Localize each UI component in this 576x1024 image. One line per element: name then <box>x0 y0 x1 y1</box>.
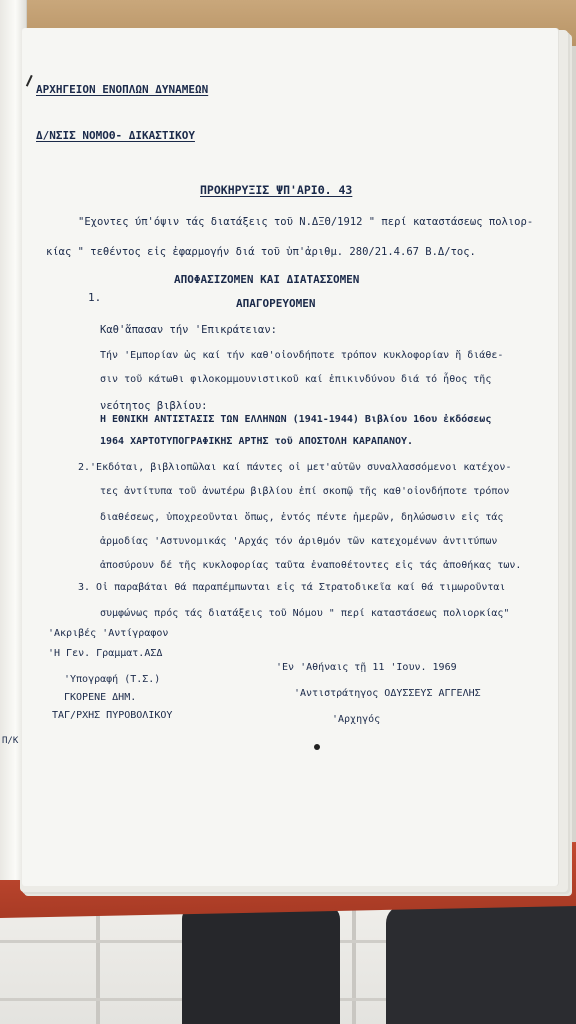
decision-heading: ΑΠΟΦΑΣΙΖΟΜΕΝ ΚΑΙ ΔΙΑΤΑΣΣΟΜΕΝ <box>174 273 360 286</box>
section-heading: ΑΠΑΓΟΡΕΥΟΜΕΝ <box>236 297 316 310</box>
certifier-rank: ΤΑΓ/ΡΧΗΣ ΠΥΡΟΒΟΛΙΚΟΥ <box>52 710 173 721</box>
signatory-name: 'Αντιστράτηγος ΟΔΥΣΣΕΥΣ ΑΓΓΕΛΗΣ <box>294 688 481 699</box>
signature-seal: 'Υπογραφή (Τ.Σ.) <box>64 674 161 685</box>
section2-line: ἁρμοδίας 'Αστυνομικάς 'Αρχάς τόν ἀριθμόν τῶν κατεχομένων ἀντιτύπων <box>100 536 498 547</box>
certified-copy: 'Ακριβές 'Αντίγραφον <box>48 628 169 639</box>
book-title-line: Η ΕΘΝΙΚΗ ΑΝΤΙΣΤΑΣΙΣ ΤΩΝ ΕΛΛΗΝΩΝ (1941-1944) Βιβλίου 16ου ἐκδόσεως <box>100 414 492 425</box>
place-date: 'Εν 'Αθήναις τῇ 11 'Ιουν. 1969 <box>276 662 457 673</box>
section1-line: νεότητος βιβλίου: <box>100 400 208 412</box>
section3-line: 3. Οἱ παραβάται θά παραπέμπωνται εἰς τά Στρατοδικεῖα καί θά τιμωροῦνται <box>78 582 506 593</box>
margin-mark: Π/Κ <box>2 736 19 746</box>
header-authority: ΑΡΧΗΓΕΙΟΝ ΕΝΟΠΛΩΝ ΔΥΝΑΜΕΩΝ <box>36 83 209 96</box>
section2-line: τες ἀντίτυπα τοῦ ἀνωτέρω βιβλίου ἐπί σκοπῷ τῆς καθ'οἱονδήποτε τρόπον <box>100 486 510 497</box>
section3-line: συμφώνως πρός τάς διατάξεις τοῦ Νόμου " περί καταστάσεως πολιορκίας" <box>100 608 510 619</box>
section2-line: ἀποσύρουν δέ τῆς κυκλοφορίας ταῦτα ἐναποθέτοντες εἰς τάς ἀποθήκας των. <box>100 560 522 571</box>
intro-line: κίας " τεθέντος εἰς ἐφαρμογήν διά τοῦ ὑπ'ἀριθμ. 280/21.4.67 Β.Δ/τος. <box>46 246 476 258</box>
intro-line: "Εχοντες ύπ'όψιν τάς διατάξεις τοῦ Ν.ΔΞΘ/1912 " περί καταστάσεως πολιορ- <box>78 216 534 228</box>
section1-line: Τήν 'Εμπορίαν ὡς καί τήν καθ'οἱονδήποτε τρόπον κυκλοφορίαν ἤ διάθε- <box>100 350 504 361</box>
document-title: ΠΡΟΚΗΡΥΞΙΣ ΨΠ'ΑΡΙΘ. 43 <box>200 183 353 197</box>
certifier-name: ΓΚΟΡΕΝΕ ΔΗΜ. <box>64 692 137 703</box>
document-page <box>22 28 558 886</box>
section1-line: σιν τοῦ κάτωθι φιλοκομμουνιστικοῦ καί ἐπικινδύνου διά τό ἦθος τῆς <box>100 374 492 385</box>
general-secretary: 'Η Γεν. Γραμματ.ΑΣΔ <box>48 648 163 659</box>
section1-line: Καθ'ἅπασαν τήν 'Επικράτειαν: <box>100 324 278 336</box>
header-directorate: Δ/ΝΣΙΣ ΝΟΜΟΘ- ΔΙΚΑΣΤΙΚΟΥ <box>36 129 195 142</box>
person-leg-right <box>386 905 576 1024</box>
book-publisher-line: 1964 ΧΑΡΤΟΤΥΠΟΓΡΑΦΙΚΗΣ ΑΡΤΗΣ τοῦ ΑΠΟΣΤΟΛΗ ΚΑΡΑΠΑΝΟΥ. <box>100 436 414 447</box>
section2-line: 2.'Εκδόται, βιβλιοπῶλαι καί πάντες οἱ μετ'αὐτῶν συναλλασσόμενοι κατέχον- <box>78 462 512 473</box>
section2-line: διαθέσεως, ὑποχρεοῦνται ὅπως, ἐντός πέντε ἡμερῶν, δηλώσωσιν εἰς τάς <box>100 512 504 523</box>
signatory-role: 'Αρχηγός <box>332 714 381 725</box>
person-leg-left <box>182 905 340 1024</box>
ink-dot <box>314 744 320 750</box>
section-number: 1. <box>88 291 102 304</box>
